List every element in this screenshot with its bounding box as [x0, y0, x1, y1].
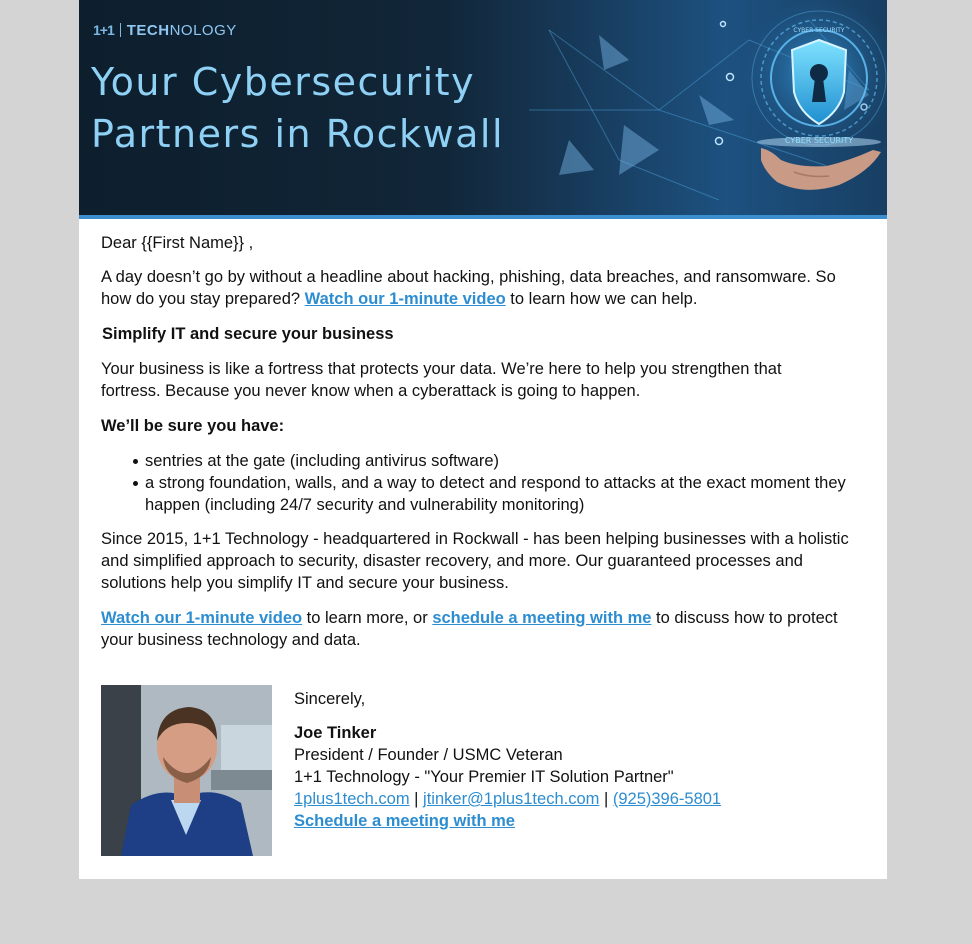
person-photo — [101, 685, 272, 856]
email-body — [79, 0, 887, 879]
headline-line-1: Your Cybersecurity — [91, 60, 476, 104]
section-heading-assurances: We’ll be sure you have: — [101, 417, 285, 435]
email-link[interactable]: jtinker@1plus1tech.com — [423, 790, 600, 808]
intro-text: A day doesn’t go by without a headline about hacking, phishing, data breaches, and ransomware. So how do you stay prepared? — [101, 268, 836, 308]
contact-line — [294, 788, 854, 810]
avatar — [101, 685, 272, 856]
brand-mark: 1+1 — [93, 22, 114, 38]
company-paragraph: Since 2015, 1+1 Technology - headquartered in Rockwall - has been helping businesses with a holistic and simplified approach to security, disaster recovery, and more. Our guaranteed processes and solutions help you simplify IT and secure your business. — [101, 530, 849, 592]
signer-name: Joe Tinker — [294, 724, 377, 742]
phone-link[interactable]: (925)396-5801 — [612, 790, 722, 808]
brand-name-bold: TECH — [126, 21, 170, 39]
intro-paragraph — [101, 266, 861, 310]
closing: Sincerely, — [294, 690, 366, 708]
signer-company: 1+1 Technology - "Your Premier IT Solution Partner" — [294, 768, 674, 786]
fortress-paragraph: Your business is like a fortress that protects your data. We’re here to help you strengthen that fortress. Because you never know when a cyberattack is going to happen. — [101, 360, 782, 400]
schedule-meeting-link[interactable]: schedule a meeting with me — [432, 609, 652, 627]
signature-block — [294, 688, 854, 832]
brand-divider — [120, 23, 121, 37]
signer-title: President / Founder / USMC Veteran — [294, 746, 563, 764]
cta-text-after: to discuss how to protect your business technology and data. — [101, 609, 838, 649]
greeting: Dear {{First Name}} , — [101, 234, 254, 252]
hero-banner — [79, 0, 887, 219]
signature-meeting-link[interactable]: Schedule a meeting with me — [294, 812, 515, 830]
cta-paragraph — [101, 607, 841, 651]
art-label-top: CYBER SECURITY — [793, 27, 845, 34]
art-label-bottom: CYBER SECURITY — [784, 136, 854, 145]
contact-separator: | — [409, 790, 424, 808]
banner-headline — [91, 56, 511, 160]
brand-logo — [93, 22, 237, 38]
section-heading-simplify: Simplify IT and secure your business — [102, 325, 394, 343]
watch-video-link[interactable]: Watch our 1-minute video — [304, 290, 506, 308]
website-link[interactable]: 1plus1tech.com — [294, 790, 410, 808]
list-item: sentries at the gate (including antivirus software) — [101, 450, 857, 472]
intro-text-after: to learn how we can help. — [505, 290, 698, 308]
cyber-security-illustration — [509, 0, 887, 215]
assurances-list — [101, 450, 865, 516]
brand-name-light: NOLOGY — [169, 21, 237, 39]
headline-line-2: Partners in Rockwall — [91, 112, 505, 156]
watch-video-link-2[interactable]: Watch our 1-minute video — [101, 609, 303, 627]
contact-separator: | — [599, 790, 613, 808]
list-item: a strong foundation, walls, and a way to detect and respond to attacks at the exact moment they happen (including 24/7 security and vulnerability monitoring) — [101, 472, 857, 516]
cta-text-mid: to learn more, or — [302, 609, 433, 627]
